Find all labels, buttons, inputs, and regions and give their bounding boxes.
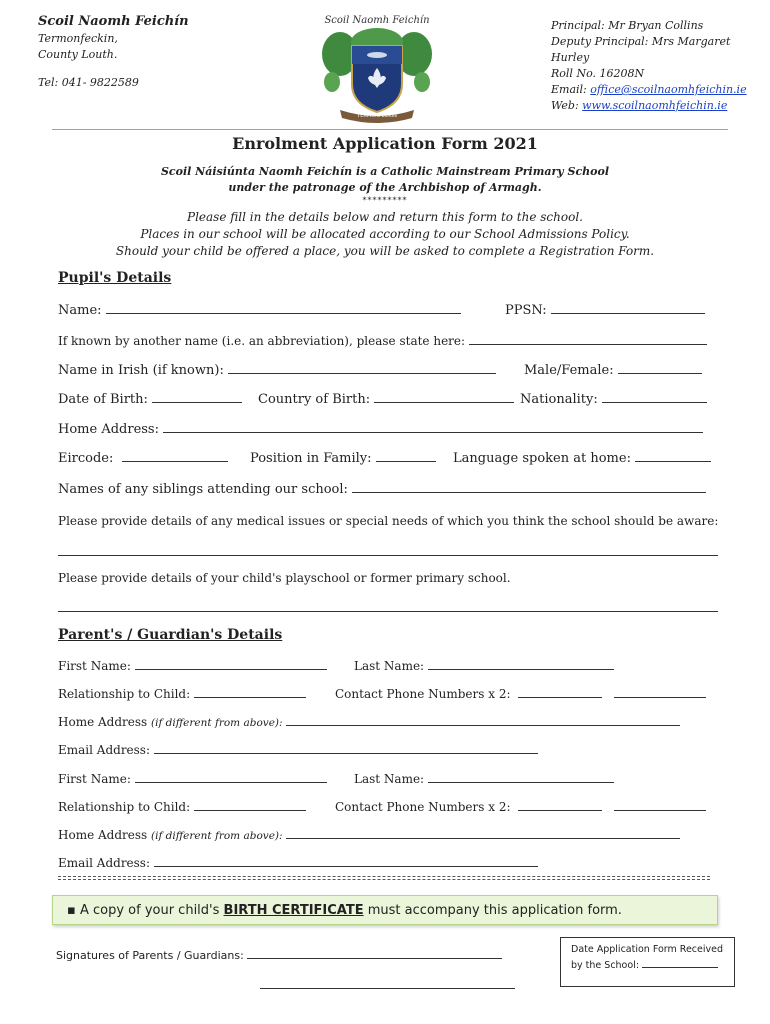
intro-line-2: Places in our school will be allocated according to our School Admissions Policy.	[140, 227, 630, 241]
office-use-date-box	[560, 937, 735, 987]
parent1-address-row	[58, 713, 680, 729]
notice-text-bold: BIRTH CERTIFICATE	[223, 903, 364, 918]
position-label: Position in Family:	[250, 451, 372, 466]
crest-banner: TERMONFECKIN	[357, 113, 397, 119]
web-label: Web:	[551, 99, 583, 112]
parent2-first-name-row	[58, 770, 327, 786]
country-label: Country of Birth:	[258, 392, 371, 407]
parent2-last-name-label: Last Name:	[354, 772, 425, 786]
parent2-last-name-field[interactable]	[428, 770, 614, 783]
position-field[interactable]	[376, 449, 436, 462]
parent-details-heading: Parent's / Guardian's Details	[58, 627, 283, 643]
star-separator: *********	[362, 196, 408, 205]
irish-name-field[interactable]	[228, 361, 496, 374]
siblings-row	[58, 480, 706, 497]
medical-label: Please provide details of any medical issues or special needs of which you think the school should be aware:	[58, 514, 719, 528]
parent1-last-name-field[interactable]	[428, 657, 614, 670]
pupil-name-row	[58, 301, 461, 318]
home-address-field[interactable]	[163, 420, 703, 433]
parent2-relationship-label: Relationship to Child:	[58, 800, 191, 814]
parent1-first-name-row	[58, 657, 327, 673]
other-name-field[interactable]	[469, 332, 707, 345]
dob-label: Date of Birth:	[58, 392, 148, 407]
signatures-label: Signatures of Parents / Guardians:	[56, 949, 244, 962]
parent2-email-row	[58, 854, 538, 870]
country-row	[258, 390, 514, 407]
parent1-address-field[interactable]	[286, 713, 680, 726]
nationality-label: Nationality:	[520, 392, 598, 407]
parent1-address-label: Home Address	[58, 715, 151, 729]
parent1-email-label: Email Address:	[58, 743, 151, 757]
parent2-email-label: Email Address:	[58, 856, 151, 870]
crest-title: Scoil Naomh Feichín	[324, 15, 430, 26]
playschool-label: Please provide details of your child's playschool or former primary school.	[58, 571, 511, 585]
language-row	[453, 449, 711, 466]
header-divider	[52, 129, 728, 130]
irish-name-label: Name in Irish (if known):	[58, 363, 224, 378]
subtitle-line-2: under the patronage of the Archbishop of Armagh.	[228, 181, 542, 194]
country-field[interactable]	[374, 390, 514, 403]
parent1-relationship-field[interactable]	[194, 685, 306, 698]
parent2-phones-row	[335, 798, 706, 814]
parent1-if-different-note: (if different from above):	[150, 717, 283, 729]
parent1-phones-label: Contact Phone Numbers x 2:	[335, 687, 511, 701]
parent1-last-name-label: Last Name:	[354, 659, 425, 673]
address-line-1: Termonfeckin,	[38, 32, 118, 45]
dashed-divider-2	[58, 879, 710, 880]
deputy-principal: Deputy Principal: Mrs Margaret Hurley	[551, 35, 731, 64]
language-field[interactable]	[635, 449, 711, 462]
nationality-field[interactable]	[602, 390, 707, 403]
signature-field-2[interactable]	[260, 988, 515, 989]
dob-field[interactable]	[152, 390, 242, 403]
parent1-last-name-row	[354, 657, 614, 673]
web-row	[551, 98, 770, 114]
language-label: Language spoken at home:	[453, 451, 631, 466]
ppsn-field[interactable]	[551, 301, 705, 314]
email-link[interactable]: office@scoilnaomhfeichin.ie	[590, 83, 747, 96]
phone-number: Tel: 041- 9822589	[38, 76, 139, 89]
parent2-address-label: Home Address	[58, 828, 151, 842]
siblings-field[interactable]	[352, 480, 706, 493]
intro-line-1: Please fill in the details below and return this form to the school.	[187, 210, 583, 224]
school-crest-logo	[318, 12, 436, 124]
intro-line-3: Should your child be offered a place, you will be asked to complete a Registration Form.	[115, 244, 655, 258]
playschool-field[interactable]	[58, 611, 718, 612]
gender-row	[524, 361, 702, 378]
roll-number: Roll No. 16208N	[551, 67, 645, 80]
eircode-row	[58, 449, 228, 466]
parent2-phone-2-field[interactable]	[614, 798, 706, 811]
gender-label: Male/Female:	[524, 363, 614, 378]
home-address-label: Home Address:	[58, 422, 159, 437]
nationality-row	[520, 390, 707, 407]
other-name-label: If known by another name (i.e. an abbreviation), please state here:	[58, 334, 466, 348]
parent2-last-name-row	[354, 770, 614, 786]
irish-name-row	[58, 361, 496, 378]
home-address-row	[58, 420, 703, 437]
pupil-name-field[interactable]	[106, 301, 461, 314]
parent1-relationship-label: Relationship to Child:	[58, 687, 191, 701]
parent1-relationship-row	[58, 685, 306, 701]
parent2-relationship-field[interactable]	[194, 798, 306, 811]
bullet-icon: ▪	[67, 903, 76, 918]
eircode-field[interactable]	[122, 449, 228, 462]
date-box-line-1: Date Application Form Received	[571, 944, 723, 955]
parent1-phone-1-field[interactable]	[518, 685, 602, 698]
notice-text-pre: A copy of your child's	[79, 903, 224, 918]
email-label: Email:	[551, 83, 591, 96]
date-received-field[interactable]	[642, 958, 718, 968]
parent1-first-name-label: First Name:	[58, 659, 131, 673]
position-row	[250, 449, 436, 466]
birth-certificate-notice	[52, 895, 718, 925]
parent1-phones-row	[335, 685, 706, 701]
parent2-phone-1-field[interactable]	[518, 798, 602, 811]
principal: Principal: Mr Bryan Collins	[551, 19, 704, 32]
signatures-row	[56, 946, 502, 962]
parent2-address-row	[58, 826, 680, 842]
parent2-email-field[interactable]	[154, 854, 538, 867]
other-name-row	[58, 332, 707, 348]
parent2-address-field[interactable]	[286, 826, 680, 839]
dob-row	[58, 390, 242, 407]
school-description	[0, 164, 770, 196]
pupil-details-heading: Pupil's Details	[58, 270, 172, 286]
parent2-first-name-label: First Name:	[58, 772, 131, 786]
notice-text-post: must accompany this application form.	[363, 903, 622, 918]
date-box-line-2-row	[571, 958, 724, 974]
intro-text	[0, 209, 770, 260]
form-title: Enrolment Application Form 2021	[232, 134, 538, 153]
parent1-email-row	[58, 741, 538, 757]
web-link[interactable]: www.scoilnaomhfeichin.ie	[582, 99, 728, 112]
parent2-phones-label: Contact Phone Numbers x 2:	[335, 800, 511, 814]
gender-field[interactable]	[618, 361, 702, 374]
parent2-relationship-row	[58, 798, 306, 814]
signature-field-1[interactable]	[247, 946, 502, 959]
siblings-label: Names of any siblings attending our school:	[58, 482, 348, 497]
parent1-first-name-field[interactable]	[135, 657, 327, 670]
email-row	[551, 82, 770, 98]
date-box-line-2: by the School:	[571, 960, 640, 971]
address-line-2: County Louth.	[38, 48, 118, 61]
parent2-if-different-note: (if different from above):	[150, 830, 283, 842]
eircode-label: Eircode:	[58, 451, 114, 466]
school-name: Scoil Naomh Feichín	[38, 14, 189, 29]
pupil-name-label: Name:	[58, 303, 102, 318]
staff-contact-block	[551, 18, 770, 114]
medical-field[interactable]	[58, 555, 718, 556]
subtitle-line-1: Scoil Náisiúnta Naomh Feichín is a Catholic Mainstream Primary School	[160, 165, 609, 178]
parent2-first-name-field[interactable]	[135, 770, 327, 783]
parent1-email-field[interactable]	[154, 741, 538, 754]
school-contact-block	[38, 14, 189, 91]
dashed-divider-1	[58, 876, 710, 877]
parent1-phone-2-field[interactable]	[614, 685, 706, 698]
ppsn-label: PPSN:	[505, 303, 547, 318]
ppsn-row	[505, 301, 705, 318]
